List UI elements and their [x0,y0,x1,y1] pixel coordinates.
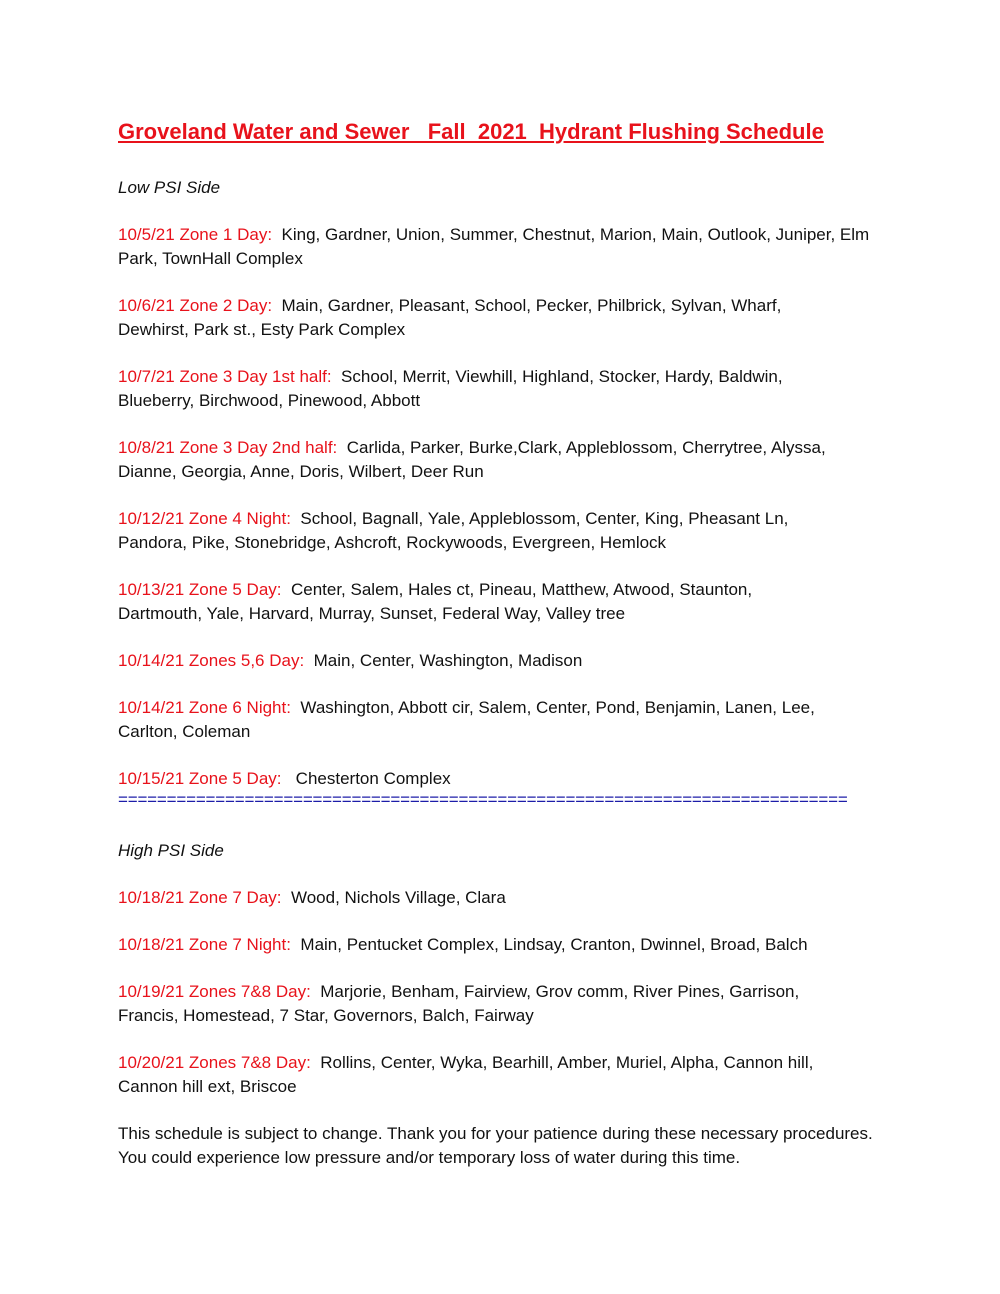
entry-date-zone: 10/7/21 Zone 3 Day 1st half: [118,367,332,386]
section-separator: =========================================================================== [118,791,848,809]
entry-streets: Washington, Abbott cir, Salem, Center, Pond, Benjamin, Lanen, Lee, Carlton, Coleman [118,698,820,741]
low-psi-schedule [118,223,888,791]
entry-streets: School, Bagnall, Yale, Appleblossom, Center, King, Pheasant Ln, Pandora, Pike, Stonebridge, Ashcroft, Rockywoods, Evergreen, Hemlock [118,509,794,552]
entry-date-zone: 10/8/21 Zone 3 Day 2nd half: [118,438,338,457]
entry-streets: Wood, Nichols Village, Clara [281,888,506,907]
schedule-entry [118,223,878,271]
schedule-entry [118,1051,858,1099]
schedule-entry [118,696,868,744]
entry-date-zone: 10/13/21 Zone 5 Day: [118,580,282,599]
entry-date-zone: 10/18/21 Zone 7 Night: [118,935,291,954]
schedule-entry [118,980,843,1028]
high-psi-schedule [118,886,888,1099]
schedule-entry [118,365,828,413]
schedule-entry [118,767,888,791]
entry-streets: King, Gardner, Union, Summer, Chestnut, Marion, Main, Outlook, Juniper, Elm Park, TownHall Complex [118,225,874,268]
entry-streets: Main, Center, Washington, Madison [304,651,583,670]
entry-streets: Main, Gardner, Pleasant, School, Pecker, Philbrick, Sylvan, Wharf, Dewhirst, Park st., Esty Park Complex [118,296,787,339]
entry-streets: Main, Pentucket Complex, Lindsay, Cranton, Dwinnel, Broad, Balch [290,935,808,954]
high-psi-heading: High PSI Side [118,841,224,860]
entry-date-zone: 10/19/21 Zones 7&8 Day: [118,982,311,1001]
document-page [118,118,888,1170]
entry-streets: Marjorie, Benham, Fairview, Grov comm, River Pines, Garrison, Francis, Homestead, 7 Star, Governors, Balch, Fairway [118,982,804,1025]
entry-streets: School, Merrit, Viewhill, Highland, Stocker, Hardy, Baldwin, Blueberry, Birchwood, Pinewood, Abbott [118,367,788,410]
entry-date-zone: 10/14/21 Zone 6 Night: [118,698,291,717]
entry-date-zone: 10/20/21 Zones 7&8 Day: [118,1053,311,1072]
schedule-entry [118,294,828,342]
entry-streets: Carlida, Parker, Burke,Clark, Appleblossom, Cherrytree, Alyssa, Dianne, Georgia, Anne, Doris, Wilbert, Deer Run [118,438,831,481]
entry-date-zone: 10/6/21 Zone 2 Day: [118,296,273,315]
entry-date-zone: 10/15/21 Zone 5 Day: [118,769,282,788]
schedule-disclaimer: This schedule is subject to change. Thank you for your patience during these necessary procedures. You could experience low pressure and/or temporary loss of water during this time. [118,1124,873,1167]
low-psi-heading: Low PSI Side [118,178,221,197]
entry-streets: Center, Salem, Hales ct, Pineau, Matthew, Atwood, Staunton, Dartmouth, Yale, Harvard, Murray, Sunset, Federal Way, Valley tree [118,580,757,623]
entry-streets: Rollins, Center, Wyka, Bearhill, Amber, Muriel, Alpha, Cannon hill, Cannon hill ext, Briscoe [118,1053,819,1096]
entry-date-zone: 10/12/21 Zone 4 Night: [118,509,291,528]
schedule-entry [118,507,838,555]
schedule-entry [118,649,888,673]
schedule-entry [118,933,888,957]
entry-streets: Chesterton Complex [281,769,451,788]
schedule-entry [118,578,798,626]
document-title: Groveland Water and Sewer Fall 2021 Hydrant Flushing Schedule [118,119,824,144]
entry-date-zone: 10/5/21 Zone 1 Day: [118,225,273,244]
entry-date-zone: 10/14/21 Zones 5,6 Day: [118,651,305,670]
entry-date-zone: 10/18/21 Zone 7 Day: [118,888,282,907]
schedule-entry [118,436,878,484]
schedule-entry [118,886,888,910]
